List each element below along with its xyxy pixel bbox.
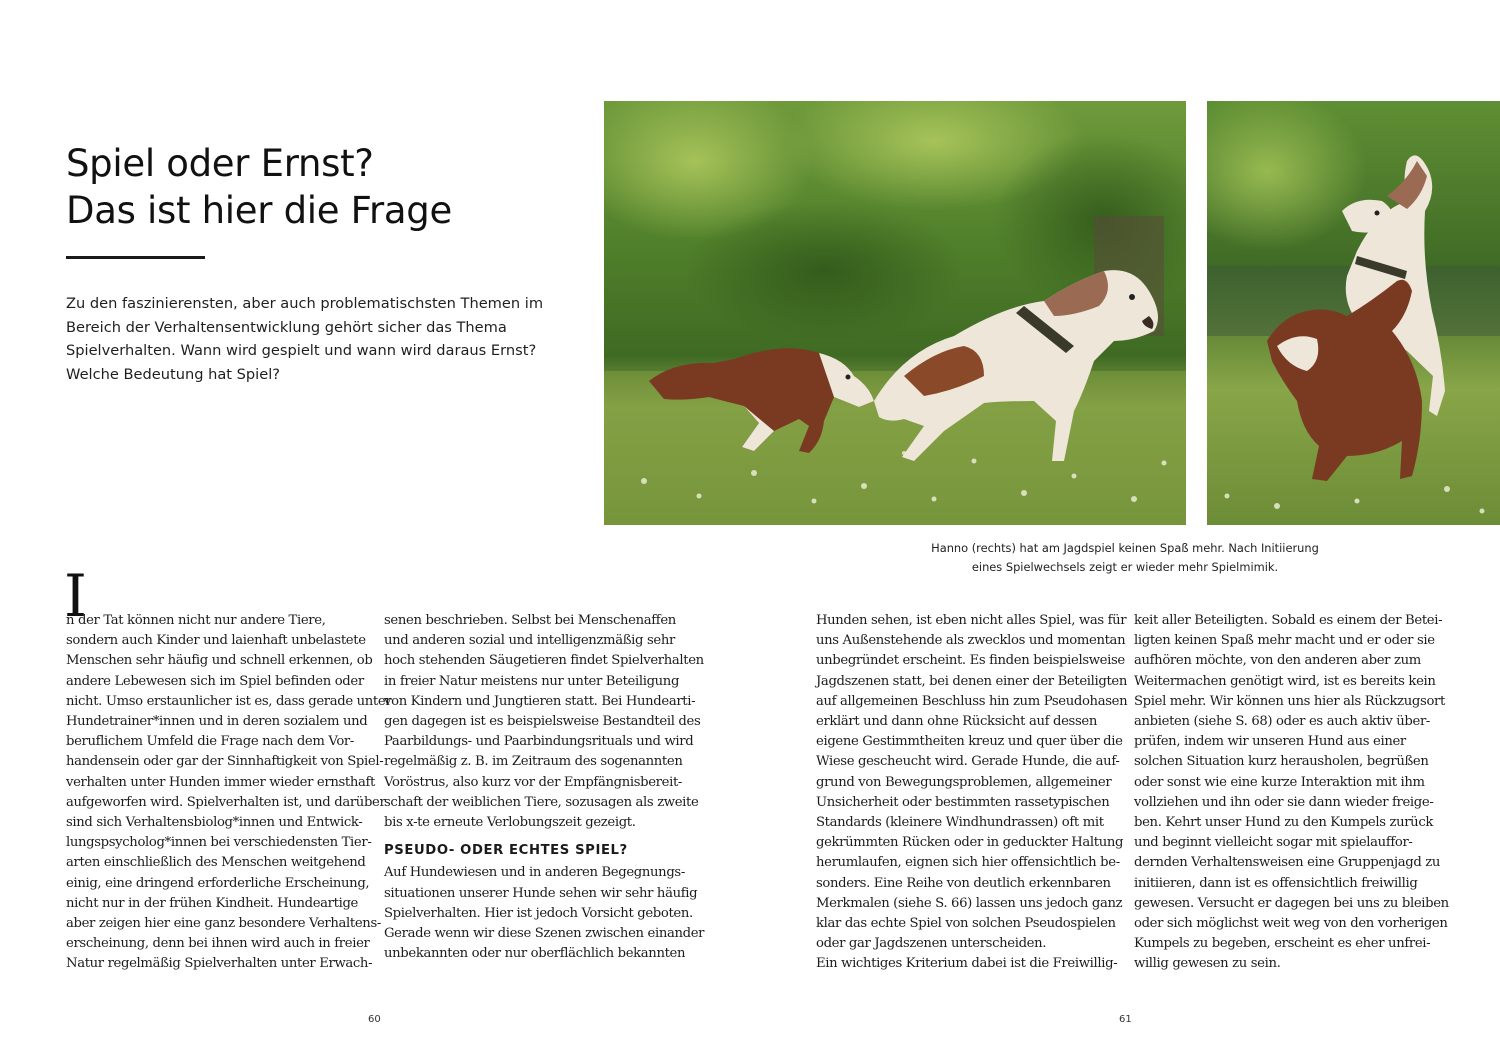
text-line: Spiel mehr. Wir können uns hier als Rückzugsort — [1134, 693, 1445, 709]
text-line: Jagdszenen statt, bei denen einer der Beteiligten — [816, 673, 1128, 689]
text-line: solchen Situation kurz herausholen, begrüßen — [1134, 754, 1429, 770]
text-line: ligten keinen Spaß mehr macht und er oder sie — [1134, 633, 1435, 649]
text-line: beruflichem Umfeld die Frage nach dem Vor- — [66, 734, 354, 750]
text-line: sondern auch Kinder und laienhaft unbelastete — [66, 633, 366, 649]
text-line: andere Lebewesen sich im Spiel befinden oder — [66, 673, 364, 689]
text-line: einig, eine dringend erforderliche Erscheinung, — [66, 875, 370, 891]
body-column-3 — [816, 611, 1128, 975]
page-number-right: 61 — [1119, 1014, 1132, 1025]
text-line: oder sich möglichst weit weg von den vorherigen — [1134, 916, 1448, 932]
text-line: sonders. Eine Reihe von deutlich erkennbaren — [816, 875, 1111, 891]
text-line: herumlaufen, eignen sich hier offensichtlich be- — [816, 855, 1120, 871]
text-line: Merkmalen (siehe S. 66) lassen uns jedoch ganz — [816, 895, 1123, 911]
text-line: handensein oder gar der Sinnhaftigkeit von Spiel- — [66, 754, 384, 770]
text-line: arten einschließlich des Menschen weitgehend — [66, 855, 366, 871]
text-line: eigene Gestimmtheiten kreuz und quer über die — [816, 734, 1123, 750]
text-line: gewesen. Versucht er dagegen bei uns zu bleiben — [1134, 895, 1449, 911]
body-column-2 — [384, 611, 705, 964]
photo-two-dogs-running — [604, 101, 1186, 525]
text-line: willig gewesen zu sein. — [1134, 956, 1281, 972]
text-line: Paarbildungs- und Paarbindungsrituals und wird — [384, 734, 694, 750]
text-line: Menschen sehr häufig und schnell erkennen, ob — [66, 653, 373, 669]
text-line: regelmäßig z. B. im Zeitraum des sogenannten — [384, 754, 683, 770]
text-line: nicht nur in der frühen Kindheit. Hundeartige — [66, 895, 358, 911]
caption-line: eines Spielwechsels zeigt er wieder mehr Spielmimik. — [971, 560, 1279, 574]
text-line: Gerade wenn wir diese Szenen zwischen einander — [384, 926, 705, 942]
text-line: Natur regelmäßig Spielverhalten unter Erwach- — [66, 956, 373, 972]
text-line: Spielverhalten. Hier ist jedoch Vorsicht geboten. — [384, 905, 693, 921]
text-line: ben. Kehrt unser Hund zu den Kumpels zurück — [1134, 815, 1434, 831]
intro-paragraph — [66, 292, 546, 386]
text-line: sind sich Verhaltensbiolog*innen und Entwick- — [66, 815, 363, 831]
caption-line: Hanno (rechts) hat am Jagdspiel keinen Spaß mehr. Nach Initiierung — [931, 541, 1319, 555]
text-line: dernden Verhaltensweisen eine Gruppenjagd zu — [1134, 855, 1440, 871]
intro-line: Welche Bedeutung hat Spiel? — [66, 365, 281, 383]
text-line: gekrümmten Rücken oder in geduckter Haltung — [816, 835, 1124, 851]
page-number-left: 60 — [368, 1014, 381, 1025]
title-underline — [66, 256, 205, 259]
section-subheading: PSEUDO- ODER ECHTES SPIEL? — [384, 843, 628, 859]
text-line: Standards (kleinere Windhundrassen) oft mit — [816, 815, 1104, 831]
intro-line: Spielverhalten. Wann wird gespielt und wann wird daraus Ernst? — [66, 342, 537, 359]
text-line: erscheinung, denn bei ihnen wird auch in freier — [66, 936, 370, 952]
text-line: Wiese gescheucht wird. Gerade Hunde, die auf- — [816, 754, 1120, 770]
text-line: nicht. Umso erstaunlicher ist es, dass gerade unter — [66, 693, 392, 709]
title-line-2: Das ist hier die Frage — [66, 189, 452, 232]
text-line: aber zeigen hier eine ganz besondere Verhaltens- — [66, 916, 381, 932]
text-line: Kumpels zu begeben, erscheint es eher unfrei- — [1134, 936, 1431, 952]
text-line: gen dagegen ist es beispielsweise Bestandteil des — [384, 714, 701, 730]
body-column-4 — [1134, 611, 1449, 975]
photo-dog-jumping — [1207, 101, 1500, 525]
text-line: in freier Natur meistens nur unter Beteiligung — [384, 673, 680, 689]
title-line-1: Spiel oder Ernst? — [66, 142, 374, 185]
text-line: situationen unserer Hunde sehen wir sehr häufig — [384, 885, 698, 901]
text-line: Ein wichtiges Kriterium dabei ist die Freiwillig- — [816, 956, 1118, 972]
page-title — [66, 140, 586, 234]
text-line: auf allgemeinen Beschluss hin zum Pseudohasen — [816, 693, 1128, 709]
text-line: grund von Bewegungsproblemen, allgemeiner — [816, 774, 1112, 790]
text-line: uns Außenstehende als zwecklos und momentan — [816, 633, 1126, 649]
drop-cap: I — [64, 562, 87, 630]
text-line: bis x-te erneute Verlobungszeit gezeigt. — [384, 815, 636, 831]
text-line: keit aller Beteiligten. Sobald es einem der Betei- — [1134, 613, 1443, 628]
text-line: aufgeworfen wird. Spielverhalten ist, und darüber — [66, 794, 386, 810]
text-line: initiieren, dann ist es offensichtlich freiwillig — [1134, 875, 1418, 891]
text-line: vollziehen und ihn oder sie dann wieder freige- — [1134, 794, 1434, 810]
intro-line: Zu den faszinierensten, aber auch problematischsten Themen im — [66, 295, 544, 312]
text-line: Weitermachen genötigt wird, ist es bereits kein — [1134, 673, 1436, 689]
text-line: von Kindern und Jungtieren statt. Bei Hundearti- — [384, 693, 696, 709]
text-line: hoch stehenden Säugetieren findet Spielverhalten — [384, 653, 704, 669]
text-line: unbegründet erscheint. Es finden beispielsweise — [816, 653, 1125, 669]
text-line: lungspsycholog*innen bei verschiedensten Tier- — [66, 835, 372, 851]
text-line: schaft der weiblichen Tiere, sozusagen als zweite — [384, 794, 699, 810]
photo-caption — [880, 539, 1370, 577]
text-line: oder sonst wie eine kurze Interaktion mit ihm — [1134, 774, 1425, 790]
text-line: prüfen, indem wir unseren Hund aus einer — [1134, 734, 1406, 750]
body-column-1 — [66, 611, 392, 975]
text-line: Auf Hundewiesen und in anderen Begegnungs- — [384, 865, 685, 881]
text-line: Hundetrainer*innen und in deren sozialem und — [66, 714, 368, 730]
text-line: anbieten (siehe S. 68) oder es auch aktiv über- — [1134, 714, 1431, 730]
text-line: aufhören möchte, von den anderen aber zum — [1134, 653, 1421, 669]
text-line: erklärt und dann ohne Rücksicht auf dessen — [816, 714, 1097, 730]
text-line: und anderen sozial und intelligenzmäßig sehr — [384, 633, 675, 649]
text-line: oder gar Jagdszenen unterscheiden. — [816, 936, 1047, 952]
text-line: klar das echte Spiel von solchen Pseudospielen — [816, 916, 1116, 932]
text-line: Voröstrus, also kurz vor der Empfängnisbereit- — [384, 774, 683, 790]
text-line: und beginnt vielleicht sogar mit spielauffor- — [1134, 835, 1413, 851]
text-line: senen beschrieben. Selbst bei Menschenaffen — [384, 613, 676, 628]
text-line: Unsicherheit oder bestimmten rassetypischen — [816, 794, 1110, 810]
text-line: unbekannten oder nur oberflächlich bekannten — [384, 946, 686, 962]
text-line: verhalten unter Hunden immer wieder ernsthaft — [66, 774, 375, 790]
text-line: n der Tat können nicht nur andere Tiere, — [66, 613, 326, 628]
text-line: Hunden sehen, ist eben nicht alles Spiel, was für — [816, 613, 1127, 628]
intro-line: Bereich der Verhaltensentwicklung gehört sicher das Thema — [66, 318, 507, 336]
